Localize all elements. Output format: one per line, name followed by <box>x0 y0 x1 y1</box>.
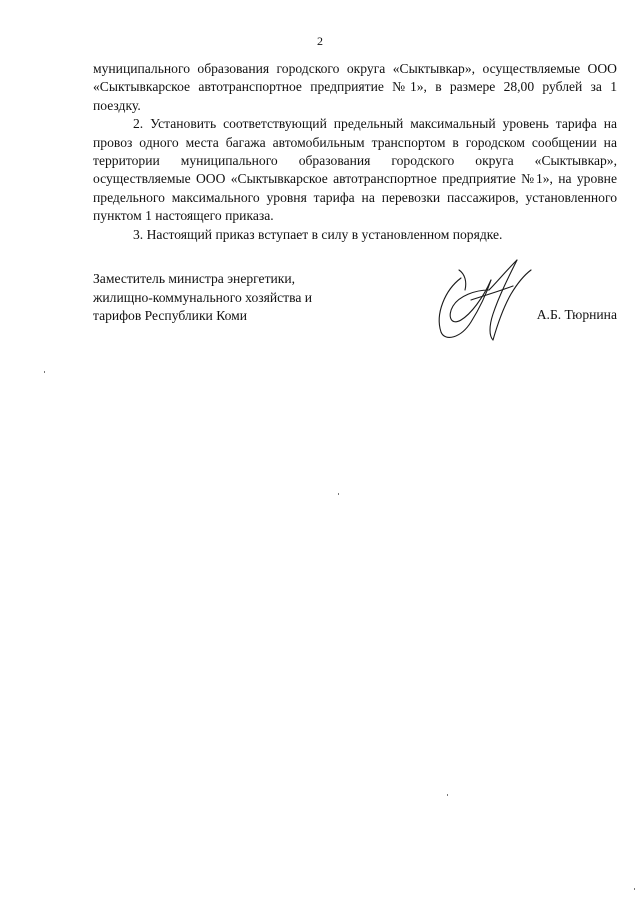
scan-speck <box>634 888 635 890</box>
scan-speck <box>447 794 448 796</box>
page-number: 2 <box>317 34 323 48</box>
paragraph-3: 3. Настоящий приказ вступает в силу в установленном порядке. <box>133 226 503 242</box>
document-body <box>93 60 617 244</box>
scan-speck <box>338 493 339 495</box>
paragraph-continued: муниципального образования городского округа «Сыктывкар», осуществляемые ООО «Сыктывкарское автотранспортное предприятие №1», в размере 28,00 рублей за 1 поездку. <box>93 61 617 113</box>
signer-title-line-3: тарифов Республики Коми <box>93 308 248 324</box>
signer-title-line-2: жилищно-коммунального хозяйства и <box>93 289 313 305</box>
handwritten-signature <box>431 256 541 344</box>
signature-block <box>93 270 617 360</box>
signer-name: А.Б. Тюрнина <box>536 307 617 322</box>
paragraph-2: 2. Установить соответствующий предельный максимальный уровень тарифа на провоз одного места багажа автомобильным транспортом в городском сообщении на территории муниципального образования городского округа «Сыктывкар», осуществляемые ООО «Сыктывкарское автотранспортное предприятие №1», на уровне предельного максимального уровня тарифа на перевозки пассажиров, установленного пунктом 1 настоящего приказа. <box>93 116 617 224</box>
signer-title <box>93 270 312 326</box>
signer-title-line-1: Заместитель министра энергетики, <box>93 271 296 286</box>
scan-speck <box>44 371 45 373</box>
